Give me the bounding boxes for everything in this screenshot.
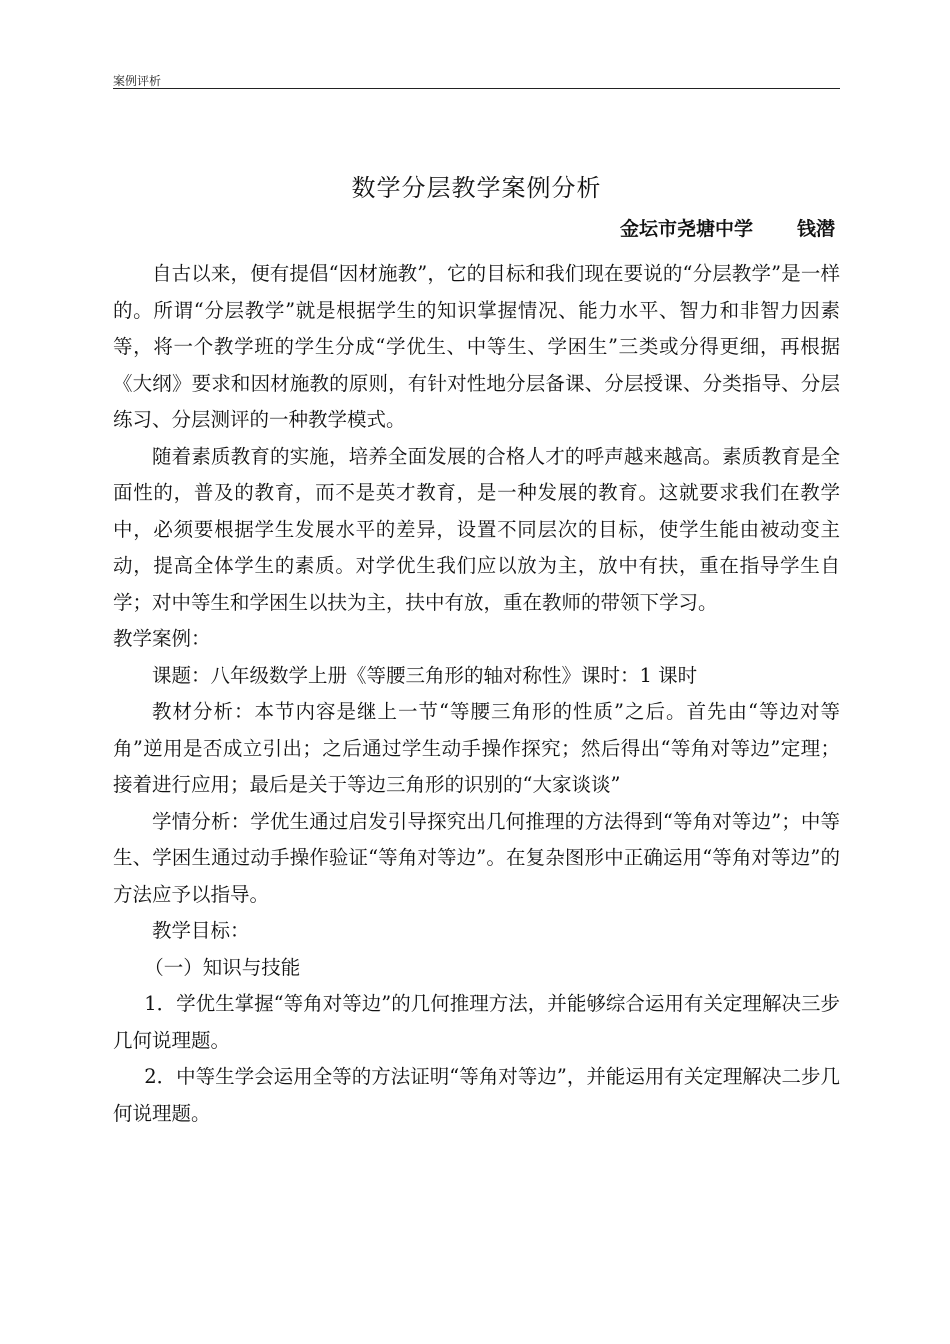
paragraph-quality-education: 随着素质教育的实施，培养全面发展的合格人才的呼声越来越高。素质教育是全面性的，普及的教育，而不是英才教育，是一种发展的教育。这就要求我们在教学中，必须要根据学生发展水平的差异，设置不同层次的目标，使学生能由被动变主动，提高全体学生的素质。对学优生我们应以放为主，放中有扶，重在指导学生自学；对中等生和学困生以扶为主，扶中有放，重在教师的带领下学习。 [113, 444, 840, 614]
author-school: 金坛市尧塘中学 [619, 218, 753, 240]
paragraph-intro: 自古以来，便有提倡“因材施教”，它的目标和我们现在要说的“分层教学”是一样的。所谓“分层教学”就是根据学生的知识掌握情况、能力水平、智力和非智力因素等，将一个教学班的学生分成“学优生、中等生、学困生”三类或分得更细，再根据《大纲》要求和因材施教的原则，有针对性地分层备课、分层授课、分类指导、分层练习、分层测评的一种教学模式。 [113, 262, 840, 431]
lesson-topic: 课题：八年级数学上册《等腰三角形的轴对称性》课时：1 课时 [152, 663, 698, 687]
page-title: 数学分层教学案例分析 [351, 174, 602, 202]
case-heading: 教学案例： [113, 627, 211, 650]
header-divider [113, 88, 840, 89]
material-analysis: 教材分析：本节内容是继上一节“等腰三角形的性质”之后。首先由“等边对等角”逆用是否成立引出；之后通过学生动手操作探究；然后得出“等角对等边”定理；接着进行应用；最后是关于等边三角形的识别的“大家谈谈” [113, 700, 840, 796]
student-analysis: 学情分析：学优生通过启发引导探究出几何推理的方法得到“等角对等边”；中等生、学困生通过动手操作验证“等角对等边”。在复杂图形中正确运用“等角对等边”的方法应予以指导。 [113, 809, 840, 906]
goal-item-1: 1．学优生掌握“等角对等边”的几何推理方法，并能够综合运用有关定理解决三步几何说理题。 [113, 992, 840, 1052]
author-line [113, 214, 835, 241]
author-name: 钱潜 [796, 218, 835, 240]
goals-heading: 教学目标： [152, 919, 250, 942]
document-body [113, 256, 840, 1132]
header-label: 案例评析 [113, 74, 162, 88]
goals-subheading: （一）知识与技能 [144, 955, 301, 979]
goal-item-2: 2．中等生学会运用全等的方法证明“等角对等边”，并能运用有关定理解决二步几何说理题。 [113, 1065, 840, 1125]
